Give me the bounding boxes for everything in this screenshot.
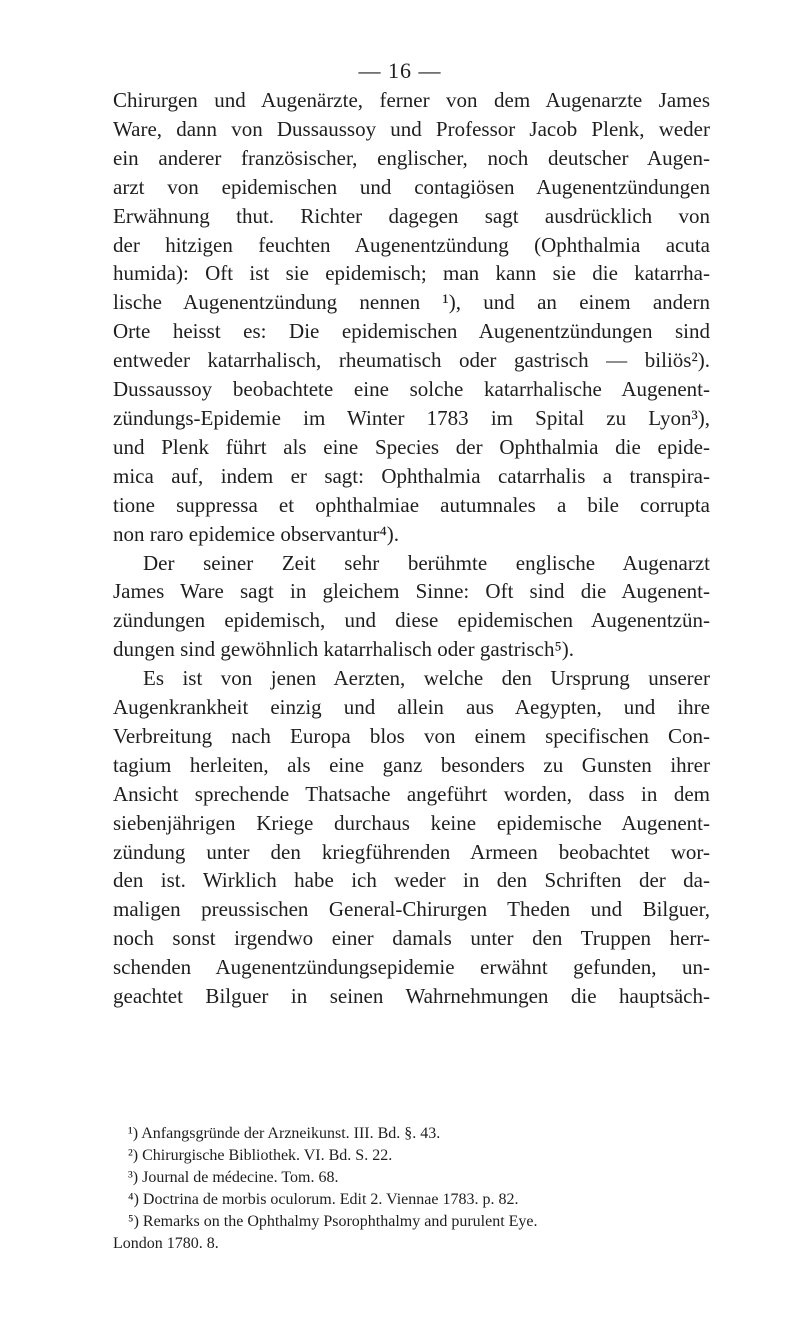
text-line: Verbreitung nach Europa blos von einem specifischen Con- — [113, 723, 710, 748]
text-line: humida): Oft ist sie epidemisch; man kann sie die katarrha- — [113, 261, 710, 286]
body-text — [113, 86, 710, 1011]
text-line: Ware, dann von Dussaussoy und Professor Jacob Plenk, weder — [113, 116, 710, 141]
text-line: schenden Augenentzündungsepidemie erwähnt gefunden, un- — [113, 955, 710, 980]
text-line: arzt von epidemischen und contagiösen Augenentzündungen — [113, 174, 710, 199]
text-line: mica auf, indem er sagt: Ophthalmia catarrhalis a transpira- — [113, 463, 710, 488]
text-line: der hitzigen feuchten Augenentzündung (Ophthalmia acuta — [113, 232, 710, 257]
text-line: lische Augenentzündung nennen ¹), und an einem andern — [113, 290, 710, 315]
text-line: dungen sind gewöhnlich katarrhalisch oder gastrisch⁵). — [113, 637, 575, 662]
text-line: tagium herleiten, als eine ganz besonders zu Gunsten ihrer — [113, 752, 710, 777]
text-line: maligen preussischen General-Chirurgen Theden und Bilguer, — [113, 897, 710, 922]
text-line: zündungs-Epidemie im Winter 1783 im Spital zu Lyon³), — [113, 405, 710, 430]
text-line: entweder katarrhalisch, rheumatisch oder gastrisch — biliös²). — [113, 348, 710, 373]
text-line: Chirurgen und Augenärzte, ferner von dem Augenarzte James — [113, 88, 710, 112]
text-line: tione suppressa et ophthalmiae autumnales a bile corrupta — [113, 492, 710, 517]
paragraph-start: Der seiner Zeit sehr berühmte englische Augenarzt — [143, 550, 710, 575]
text-line: ein anderer französischer, englischer, noch deutscher Augen- — [113, 145, 710, 170]
text-line: zündung unter den kriegführenden Armeen beobachtet wor- — [113, 839, 710, 864]
paragraph-start: Es ist von jenen Aerzten, welche den Ursprung unserer — [143, 666, 710, 691]
text-line: Ansicht sprechende Thatsache angeführt worden, dass in dem — [113, 781, 710, 806]
text-line: geachtet Bilguer in seinen Wahrnehmungen die hauptsäch- — [113, 984, 710, 1009]
footnote-continuation: London 1780. 8. — [113, 1235, 219, 1252]
footnote: ²) Chirurgische Bibliothek. VI. Bd. S. 22. — [128, 1147, 393, 1164]
text-line: noch sonst irgendwo einer damals unter den Truppen herr- — [113, 926, 710, 951]
text-line: James Ware sagt in gleichem Sinne: Oft sind die Augenent- — [113, 579, 710, 604]
text-line: Orte heisst es: Die epidemischen Augenentzündungen sind — [113, 319, 710, 344]
text-line: zündungen epidemisch, und diese epidemischen Augenentzün- — [113, 608, 710, 633]
text-line: den ist. Wirklich habe ich weder in den Schriften der da- — [113, 868, 710, 893]
text-line: Augenkrankheit einzig und allein aus Aegypten, und ihre — [113, 695, 710, 720]
text-line: siebenjährigen Kriege durchaus keine epidemische Augenent- — [113, 810, 710, 835]
footnote: ⁴) Doctrina de morbis oculorum. Edit 2. Viennae 1783. p. 82. — [128, 1191, 519, 1208]
text-line: non raro epidemice observantur⁴). — [113, 521, 400, 546]
footnote: ⁵) Remarks on the Ophthalmy Psorophthalmy and purulent Eye. — [128, 1213, 538, 1230]
footnotes — [113, 1123, 710, 1255]
text-line: Dussaussoy beobachtete eine solche katarrhalische Augenent- — [113, 377, 710, 402]
text-line: Erwähnung thut. Richter dagegen sagt ausdrücklich von — [113, 203, 710, 228]
page-number: — 16 — — [358, 58, 442, 83]
footnote: ¹) Anfangsgründe der Arzneikunst. III. Bd. §. 43. — [128, 1125, 441, 1142]
text-line: und Plenk führt als eine Species der Ophthalmia die epide- — [113, 434, 710, 459]
footnote: ³) Journal de médecine. Tom. 68. — [128, 1169, 339, 1186]
